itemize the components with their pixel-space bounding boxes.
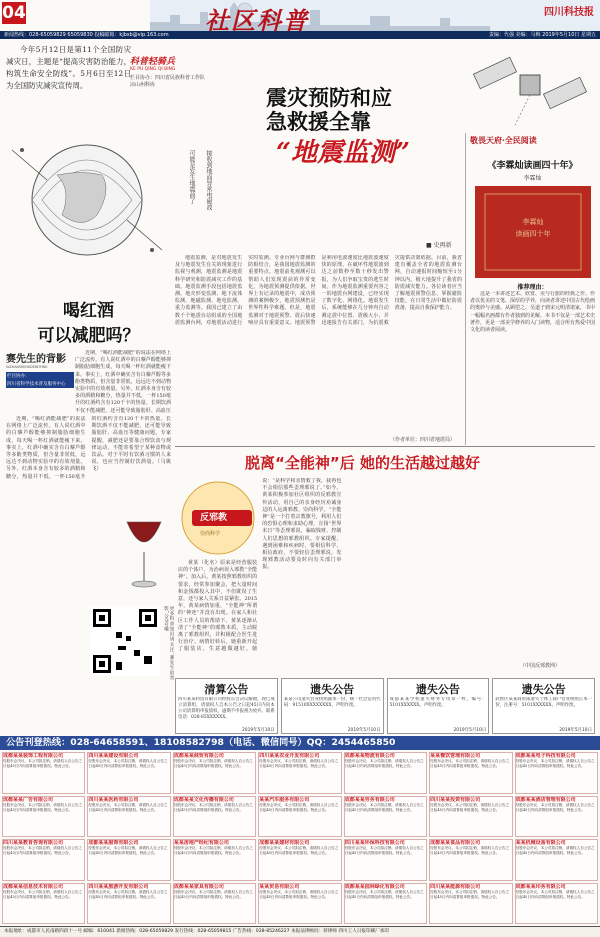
- page-footer: [0, 926, 600, 937]
- svg-text:李霖灿: 李霖灿: [522, 218, 543, 226]
- classified-ad-title: 成都某某家具有限公司: [173, 883, 224, 890]
- classified-ad: [344, 883, 427, 925]
- satellite-illustration: [465, 40, 595, 130]
- classified-ad-body: 经股东会决议，本公司拟注销，请债权人自公告之日起45日内向清算组申报债权。特此公告。: [88, 889, 168, 899]
- classified-ad-title: 成都某某酒店管理有限公司: [515, 796, 576, 803]
- book-recommendation: [465, 133, 595, 445]
- column-org-label: 栏目协办：: [6, 372, 74, 380]
- headline-line-2: 急救援全靠: [266, 110, 371, 134]
- book-author: 李霖灿: [523, 175, 542, 182]
- anti-cult-label: 反邪教: [200, 513, 228, 523]
- classified-ad-body: 经股东会决议，本公司拟注销，请债权人自公告之日起45日内向清算组申报债权。特此公告。: [88, 759, 168, 768]
- notice-title: 遗失公告: [415, 683, 460, 696]
- classified-ad-title: 某某机械设备有限公司: [515, 840, 566, 846]
- classified-ad-title: 成都某某广告有限公司: [3, 796, 54, 803]
- classified-ad: [258, 883, 341, 925]
- classified-ad: [173, 796, 256, 838]
- classified-ad-title: 某某贸易有限公司: [259, 883, 300, 890]
- notice-body: 某某公司遗失营业执照副本一份，统一社会信用代码：91510XXXXXXXX，声明作废。: [283, 697, 381, 708]
- classified-ad: [173, 752, 256, 794]
- reason-text: 这是一本讲述艺术、欣赏、美与行旅的经典之作。作者以优美的文笔、深厚的学养，向读者讲述中国古代绘画的奥妙与美感。从顾恺之、吴道子到宋元明清诸家，书中一幅幅名画都有作者独到的见解。本书不仅是一部艺术史著作，更是一部美学修养的入门读物，适合所有热爱中国文化的读者阅读。: [470, 291, 595, 334]
- column-name: 赛先生的背影: [6, 354, 66, 365]
- classified-ad-body: 经股东会决议，本公司拟注销，请债权人自公告之日起45日内向清算组申报债权。特此公告。: [344, 889, 424, 899]
- escape-body: [178, 478, 594, 660]
- notices-row: [175, 678, 595, 734]
- classified-ad-title: 成都某某建材有限公司: [259, 840, 310, 846]
- earthquake-body: 地震监测，是对地震发生及与地震发生有关的现象进行监视与观测，地震监测是地震科学研究和防震减灾工作的基础。地震监测手段包括地震监测、地壳形变监测、地下流体监测、地磁监测、地电监测、重力监测等。我国已建立了由数千个地震台站组成的全国地震监测台网，对地震活动进行实时监测。专业台网与群测群防相结合，是我国地震监测的重要特点。地震前兆观测可以帮助人们发现震前的异常变化，为地震预测提供依据。世界上有记录的地震中，成功预测的案例极少，地震预测仍是世界性科学难题。但是，地震监测对于地震预警、震后快速响应具有重要意义。地震预警是利用电波速度比地震波速度快的原理，在破坏性地震波到达之前数秒至数十秒发出警报，为人们争取宝贵的逃生时间。作为地震监测重要内容之一的地震台网建设，已经实现了数字化、网络化。地震发生后，系统能够在几分钟内自动测定震中位置、震级大小，并迅速报告有关部门，为抗震救灾提供决策依据。目前，我省建有覆盖全省的地震监测台网，自动速报时间缩短至1分钟以内，极大地提升了我省的防震减灾能力。各位读者应当了解地震预警信息，掌握避险技能，在日常生活中做好防震准备，提高自我保护能力。: [175, 255, 462, 326]
- notice-date: 2019年5月10日: [453, 728, 487, 733]
- classified-ad-body: 经股东会决议，本公司拟注销，请债权人自公告之日起45日内向清算组申报债权。特此公告。: [515, 759, 595, 768]
- classified-ad-body: 经股东会决议，本公司拟注销，请债权人自公告之日起45日内向清算组申报债权。特此公告。: [515, 846, 595, 855]
- ad-hotline-bar: [0, 736, 600, 750]
- lead-paragraph: 今年5月12日是第11个全国防灾减灾日，主题是“提高灾害防治能力，构筑生命安全防线”。5月6日至12日为全国防灾减灾宣传周。: [6, 45, 131, 90]
- classified-ad: [2, 883, 85, 925]
- column-org-name: 四川省科学技术普及服务中心: [6, 380, 74, 388]
- classified-ad-title: 四川某某建设有限公司: [88, 753, 139, 759]
- classified-ad-body: 经股东会决议，本公司拟注销，请债权人自公告之日起45日内向清算组申报债权。特此公告。: [88, 846, 168, 855]
- wine-body-left: 近期，“喝红酒能减肥”的说法在网络上广泛流传。有人说红酒中的白藜芦醇能够抑制脂肪细胞生成，每天喝一杯红酒就能瘦下来。事实上，红酒中确实含有白藜芦醇等多酚类物质，但含量非常低，远远达不到动物实验中的有效剂量。另外，红酒本身含有较多的酒精和糖分，热量并不低，一杯150毫升的红酒约含有120千卡的热量。长期饮酒不仅不能减肥，还可能导致脂肪肝、高血压等健康问题。专家提醒，减肥还是要靠合理饮食与规律运动，不能寄希望于某种食物或饮品。对于平时有饮酒习惯的人来说，也应当控制好饮酒量。（马姚飞）: [6, 416, 171, 480]
- wine-glass-illustration: [115, 512, 173, 594]
- reading-brand: 敬畏天府·全民阅读: [470, 135, 537, 145]
- classified-ad: [429, 839, 512, 881]
- column-latin: SAIXIANSHENGDEBEIYING: [6, 365, 48, 369]
- notice-card: [492, 678, 595, 734]
- classified-ad-title: 某某房地产经纪有限公司: [173, 840, 229, 846]
- wine-title-1: 喝红酒: [63, 301, 114, 321]
- qr-code[interactable]: [90, 606, 160, 676]
- classified-ad: [429, 796, 512, 838]
- classified-ad: [2, 839, 85, 881]
- classified-ad-title: 成都某某印务有限公司: [515, 883, 566, 890]
- classified-ad-body: 经股东会决议，本公司拟注销，请债权人自公告之日起45日内向清算组申报债权。特此公告。: [515, 889, 595, 899]
- team-latin: KE PU QING QI BING: [130, 67, 176, 72]
- classified-ad: [173, 839, 256, 881]
- masthead: 四川科技报: [544, 7, 594, 18]
- classified-ad: [173, 883, 256, 925]
- classified-ad: [515, 839, 598, 881]
- classified-ad-title: 四川某某投资有限公司: [430, 796, 481, 803]
- headline-line-1: 震灾预防和应: [266, 86, 392, 110]
- classified-ad-body: 经股东会决议，本公司拟注销，请债权人自公告之日起45日内向清算组申报债权。特此公告。: [173, 889, 253, 899]
- wine-headline: [6, 296, 171, 346]
- notice-body: 四川某某科技有限公司经股东会决议解散，现已成立清算组，请债权人自本公告之日起45日内向本公司清算组申报债权，逾期不申报视为放弃。联系电话：028-85XXXXXX。: [178, 697, 275, 720]
- classified-ad-body: 经股东会决议，本公司拟注销，请债权人自公告之日起45日内向清算组申报债权。特此公告。: [344, 759, 424, 768]
- notice-date: 2019年5月10日: [347, 728, 381, 733]
- classified-ad-body: 经股东会决议，本公司拟注销，请债权人自公告之日起45日内向清算组申报债权。特此公告。: [259, 802, 339, 812]
- anti-cult-sublabel: 崇尚科学: [200, 531, 221, 537]
- classified-ad-title: 成都某某物流有限公司: [344, 753, 395, 759]
- headline-subtitle: “地震监测”: [276, 138, 410, 168]
- classified-ad: [2, 752, 85, 794]
- notice-card: [175, 678, 278, 734]
- classified-ad: [344, 796, 427, 838]
- illustration-caption-a: 可能是发生地震前了: [188, 150, 195, 204]
- classified-ad-title: 四川某某医药有限公司: [88, 796, 139, 803]
- footer-text: 本报地址：成都市人民南路四段十一号 邮编：610041 新闻热线：028-65059829 发行热线：028-65059815 广告热线：028-85246227 本报法律顾问：蒋律师 四川工人日报印刷厂承印: [4, 929, 389, 934]
- section-title: 社区科普: [205, 6, 309, 35]
- earthquake-headline: [266, 86, 456, 172]
- ad-hotline-text: 公告刊登热线：028-64658591、18108582798（电话、微信同号）QQ：2454465850: [6, 737, 396, 748]
- earthquake-byline: ■ 史再新: [426, 242, 452, 249]
- qr-code-image: [90, 606, 160, 676]
- classified-ad: [2, 796, 85, 838]
- logo-spacer: [178, 478, 266, 560]
- notice-card: [387, 678, 490, 734]
- classified-ad: [87, 752, 170, 794]
- classified-ad-title: 成都某某电子科技有限公司: [515, 753, 576, 759]
- classified-ad: [429, 883, 512, 925]
- earth-magnetic-illustration: [2, 120, 172, 270]
- classified-ad-title: 四川某某能源有限公司: [430, 883, 481, 890]
- wine-title-2: 可以减肥吗？: [37, 326, 140, 346]
- classified-ad-body: 经股东会决议，本公司拟注销，请债权人自公告之日起45日内向清算组申报债权。特此公告。: [430, 846, 510, 855]
- classified-ad-title: 四川某某旅游开发有限公司: [88, 883, 149, 890]
- reason-label: 推荐理由：: [517, 284, 548, 291]
- classified-ad-title: 成都某某装饰工程有限公司: [3, 753, 64, 759]
- notice-title: 清算公告: [204, 683, 249, 696]
- classified-ad: [344, 839, 427, 881]
- team-label: [130, 54, 250, 100]
- notice-date: 2019年5月10日: [242, 728, 275, 733]
- escape-headline: 脱离“全能神”后 她的生活越过越好: [245, 454, 480, 472]
- page-number: 04: [2, 3, 26, 23]
- column-logo: [6, 350, 74, 412]
- book-title: 《李霖灿读画四十年》: [487, 161, 578, 171]
- classified-ad-title: 四川某某农业开发有限公司: [259, 753, 320, 759]
- contact-line: 新闻热线：028-65059829 65059830 投稿邮箱：kjbsb@vip.163.com: [4, 32, 169, 38]
- classified-ad-body: 经股东会决议，本公司拟注销，请债权人自公告之日起45日内向清算组申报债权。特此公告。: [430, 759, 510, 768]
- notice-title: 遗失公告: [521, 683, 566, 696]
- notice-body: 武侯区某某商贸部遗失个体工商户营业执照正本一份，注册号：5101XXXXXX，声明作废。: [495, 697, 592, 708]
- classified-ad: [258, 752, 341, 794]
- classified-ad-body: 经股东会决议，本公司拟注销，请债权人自公告之日起45日内向清算组申报债权。特此公告。: [259, 889, 339, 899]
- qr-caption: 更多科普知识请关注“赛先生的背影”公众号哦: [163, 606, 174, 680]
- notice-title: 遗失公告: [310, 683, 355, 696]
- classified-ad-title: 某某汽车服务有限公司: [259, 796, 310, 803]
- classified-ads-grid: [2, 752, 598, 924]
- team-org-1: 栏目协办：四川省民族科普工作队: [130, 75, 206, 81]
- classified-ad-body: 经股东会决议，本公司拟注销，请债权人自公告之日起45日内向清算组申报债权。特此公告。: [259, 846, 339, 855]
- classified-ad-body: 经股东会决议，本公司拟注销，请债权人自公告之日起45日内向清算组申报债权。特此公告。: [3, 759, 83, 768]
- classified-ad-body: 经股东会决议，本公司拟注销，请债权人自公告之日起45日内向清算组申报债权。特此公告。: [430, 802, 510, 812]
- classified-ad-body: 经股东会决议，本公司拟注销，请债权人自公告之日起45日内向清算组申报债权。特此公告。: [173, 802, 253, 812]
- notice-date: 2019年5月10日: [559, 728, 592, 733]
- classified-ad-body: 经股东会决议，本公司拟注销，请债权人自公告之日起45日内向清算组申报债权。特此公告。: [88, 802, 168, 812]
- editor-date-line: 责编：代强 美编：马梅 2019年5月10日 星期五: [488, 32, 596, 38]
- classified-ad-body: 经股东会决议，本公司拟注销，请债权人自公告之日起45日内向清算组申报债权。特此公告。: [3, 846, 83, 855]
- classified-ad-body: 经股东会决议，本公司拟注销，请债权人自公告之日起45日内向清算组申报债权。特此公告。: [173, 759, 253, 768]
- classified-ad-title: 成都某某商贸有限公司: [173, 753, 224, 759]
- classified-ad-body: 经股东会决议，本公司拟注销，请债权人自公告之日起45日内向清算组申报债权。特此公告。: [430, 889, 510, 899]
- classified-ad-title: 某某餐饮管理有限公司: [430, 753, 481, 759]
- classified-ad-body: 经股东会决议，本公司拟注销，请债权人自公告之日起45日内向清算组申报债权。特此公告。: [515, 802, 595, 812]
- team-org-2: 凉山州科协: [130, 82, 156, 88]
- classified-ad-body: 经股东会决议，本公司拟注销，请债权人自公告之日起45日内向清算组申报债权。特此公告。: [344, 846, 424, 855]
- classified-ad-title: 四川某某环保科技有限公司: [344, 840, 405, 846]
- classified-ad-title: 成都某某园林绿化有限公司: [344, 883, 405, 890]
- page-header: [0, 0, 600, 40]
- book-cover: [475, 186, 591, 278]
- classified-ad-body: 经股东会决议，本公司拟注销，请债权人自公告之日起45日内向清算组申报债权。特此公告。: [3, 889, 83, 899]
- classified-ad-title: 成都某某食品有限公司: [430, 840, 481, 846]
- earthquake-source: （作者单位：四川省地震局）: [390, 437, 456, 443]
- classified-ad-body: 经股东会决议，本公司拟注销，请债权人自公告之日起45日内向清算组申报债权。特此公告。: [173, 846, 253, 855]
- classified-ad-title: 四川某某教育咨询有限公司: [3, 840, 64, 846]
- notice-body: 成都某某学校遗失财务专用章一枚，编号：5101XXXXXX，声明作废。: [389, 697, 487, 708]
- svg-text:读画四十年: 读画四十年: [515, 230, 550, 238]
- classified-ad: [429, 752, 512, 794]
- classified-ad: [515, 752, 598, 794]
- classified-ad: [258, 796, 341, 838]
- classified-ad: [87, 796, 170, 838]
- escape-source: （中国反邪教网）: [520, 663, 561, 669]
- escape-body-text: 黄某（化名）原来是经营服装店的个体户，为治病误入邪教“全能神”。加入后，黄某按照邪教组织的要求，经常参加聚会，把大量时间和金钱都投入其中，不但耽误了生意，还与家人关系日益紧张。2015年，黄某病情加重，“全能神”所谓的“神迹”并没有出现。在家人和社区工作人员的帮助下，黄某逐渐认清了“全能神”的邪教本质，主动脱离了邪教组织，并积极配合医生进行治疗。病情好转后，她重新开起了服装店，生意越做越好。她说：“是科学和亲情救了我，我再也不会相信那些歪理邪说了。”如今，黄某积极参加社区组织的反邪教宣传活动，用自己的亲身经历劝诫身边的人远离邪教、崇尚科学。“全能神”是一个打着宗教旗号，利用人们的恐惧心理和求助心理，宣扬“世界末日”等歪理邪说，骗取钱财、控制人们思想的邪教组织。专家提醒，遇到困难和疾病时，要相信科学、相信政府，不要轻信歪理邪说，发现邪教活动要及时向有关部门举报。: [178, 478, 342, 653]
- classified-ad: [258, 839, 341, 881]
- classified-ad-body: 经股东会决议，本公司拟注销，请债权人自公告之日起45日内向清算组申报债权。特此公告。: [3, 802, 83, 812]
- classified-ad-body: 经股东会决议，本公司拟注销，请债权人自公告之日起45日内向清算组申报债权。特此公告。: [344, 802, 424, 812]
- classified-ad-body: 经股东会决议，本公司拟注销，请债权人自公告之日起45日内向清算组申报债权。特此公告。: [259, 759, 339, 768]
- classified-ad: [515, 796, 598, 838]
- classified-ad: [87, 839, 170, 881]
- classified-ad-title: 成都某某劳务有限公司: [344, 796, 395, 803]
- team-name: 科普轻骑兵: [130, 57, 176, 67]
- classified-ad-title: 成都某某文化传播有限公司: [173, 796, 234, 803]
- notice-card: [281, 678, 384, 734]
- classified-ad: [344, 752, 427, 794]
- classified-ad: [515, 883, 598, 925]
- classified-ad-title: 成都某某服饰有限公司: [88, 840, 139, 846]
- classified-ad-title: 成都某某信息技术有限公司: [3, 883, 64, 890]
- classified-ad: [87, 883, 170, 925]
- illustration-caption-b: 接收到地面异常电磁波: [205, 150, 212, 210]
- wine-body-right: 近期，“喝红酒能减肥”的说法在网络上广泛流传。有人说红酒中的白藜芦醇能够抑制脂肪细胞生成，每天喝一杯红酒就能瘦下来。事实上，红酒中确实含有白藜芦醇等多酚类物质，但含量非常低，远远达不到动物实验中的有效剂量。另外，红酒本身含有较多的酒精和糖分，热量并不低，一杯150毫升的红酒约含有120千卡的热量。长期饮酒不仅不能减肥，还可能导致脂肪肝、高血压: [75, 350, 171, 414]
